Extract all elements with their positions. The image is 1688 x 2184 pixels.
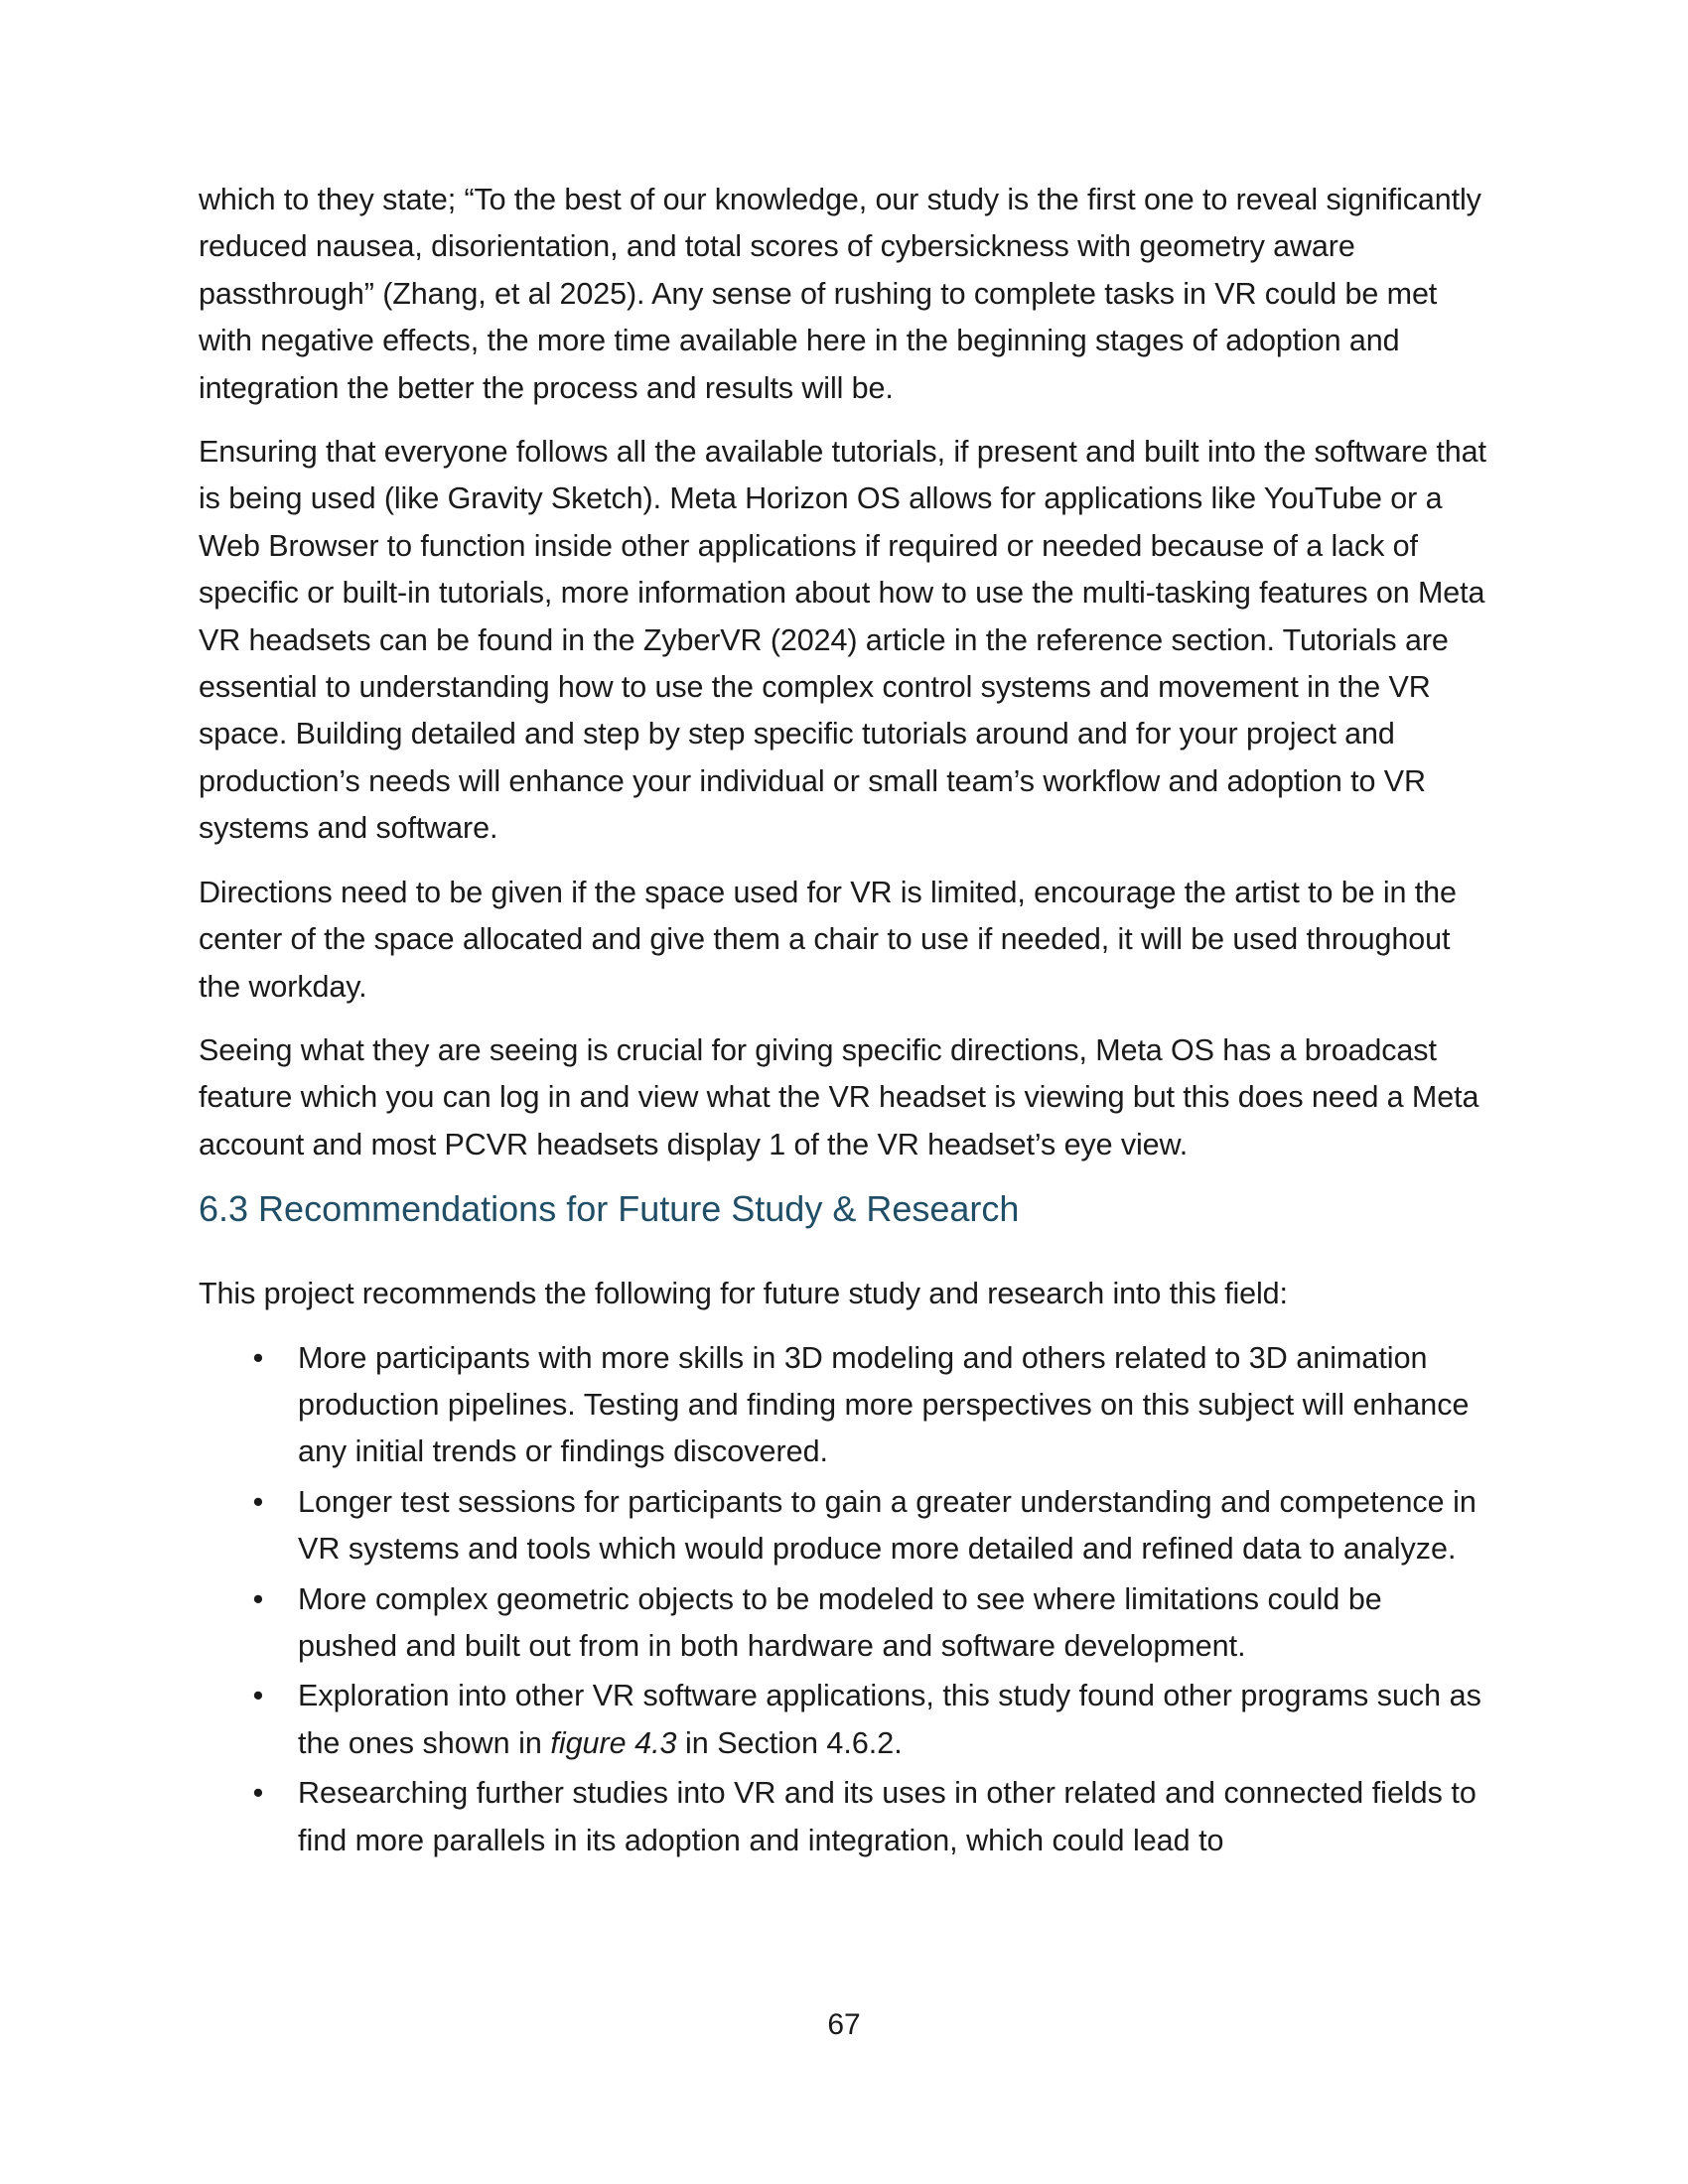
list-item [199,1479,1489,1573]
bullet-icon: • [252,1340,264,1375]
section-intro: This project recommends the following for future study and research into this field: [199,1277,1288,1311]
list-item-text: Longer test sessions for participants to gain a greater understanding and competence in VR systems and tools which would produce more detailed and refined data to analyze. [298,1484,1477,1567]
section-heading: 6.3 Recommendations for Future Study & Research [199,1188,1020,1230]
recommendation-list [199,1335,1489,1864]
paragraph-broadcast: Seeing what they are seeing is crucial for giving specific directions, Meta OS has a broadcast feature which you can log in and view what the VR headset is viewing but this does need a Meta account and most PCVR headsets display 1 of the VR headset’s eye view. [199,1032,1479,1161]
paragraph-tutorials: Ensuring that everyone follows all the available tutorials, if present and built into the software that is being used (like Gravity Sketch). Meta Horizon OS allows for applications like YouTube or a Web Browser to function inside other applications if required or needed because of a lack of specific or built-in tutorials, more information about how to use the multi-tasking features on Meta VR headsets can be found in the ZyberVR (2024) article in the reference section. Tutorials are essential to understanding how to use the complex control systems and movement in the VR space. Building detailed and step by step specific tutorials around and for your project and production’s needs will enhance your individual or small team’s workflow and adoption to VR systems and software. [199,435,1486,846]
paragraph-directions: Directions need to be given if the space used for VR is limited, encourage the artist to be in the center of the space allocated and give them a chair to use if needed, it will be used throughout the workday. [199,875,1457,1004]
figure-reference: figure 4.3 [550,1725,677,1760]
paragraph-zhang-quote: which to they state; “To the best of our knowledge, our study is the first one to reveal significantly reduced nausea, disorientation, and total scores of cybersickness with geometry aware passthrough” (Zhang, et al 2025). Any sense of rushing to complete tasks in VR could be met with negative effects, the more time available here in the beginning stages of adoption and integration the better the process and results will be. [199,183,1481,405]
page-body [199,177,1489,1867]
list-item-text-after: in Section 4.6.2. [676,1725,903,1760]
bullet-icon: • [252,1679,264,1713]
bullet-icon: • [252,1776,264,1811]
bullet-icon: • [252,1484,264,1519]
list-item [199,1335,1489,1476]
list-item-text-before: Exploration into other VR software applications, this study found other programs such as the ones shown in [298,1679,1481,1760]
page-number: 67 [827,2008,861,2041]
bullet-icon: • [252,1581,264,1616]
list-item [199,1770,1489,1864]
list-item-text: More participants with more skills in 3D modeling and others related to 3D animation production pipelines. Testing and finding more perspectives on this subject will enhance any initial trends or findings discovered. [298,1340,1470,1469]
list-item-text: More complex geometric objects to be modeled to see where limitations could be pushed and built out from in both hardware and software development. [298,1581,1382,1663]
list-item [199,1576,1489,1671]
list-item-text: Researching further studies into VR and its uses in other related and connected fields to find more parallels in its adoption and integration, which could lead to [298,1776,1477,1857]
list-item [199,1673,1489,1767]
